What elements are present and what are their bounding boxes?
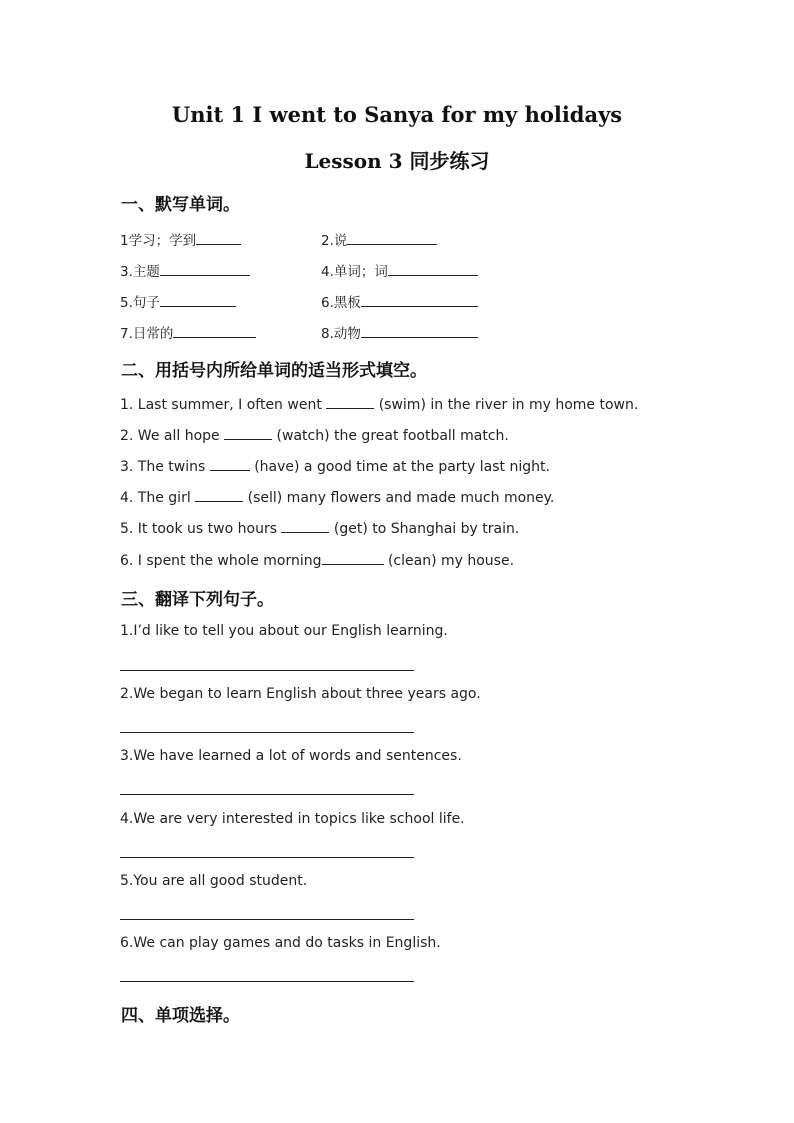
answer-line-1[interactable]	[120, 670, 414, 671]
vocab-item-6: 6.黑板	[321, 291, 478, 311]
section1-heading: 一、默写单词。	[121, 195, 240, 215]
answer-line-2[interactable]	[120, 732, 414, 733]
answer-line-3[interactable]	[120, 794, 414, 795]
fill-item-1: 1. Last summer, I often went (swim) in the river in my home town.	[120, 397, 639, 413]
fill-item-5: 5. It took us two hours (get) to Shanghai by train.	[120, 521, 520, 537]
section2-heading: 二、用括号内所给单词的适当形式填空。	[121, 361, 427, 381]
translate-item-6: 6.We can play games and do tasks in English.	[120, 935, 441, 951]
answer-line-4[interactable]	[120, 857, 414, 858]
vocab-item-4: 4.单词；词	[321, 260, 478, 280]
vocab-item-7: 7.日常的	[120, 322, 256, 342]
answer-line-6[interactable]	[120, 981, 414, 982]
section3-heading: 三、翻译下列句子。	[121, 590, 274, 610]
translate-item-1: 1.I’d like to tell you about our English learning.	[120, 623, 448, 639]
fill-item-6: 6. I spent the whole morning (clean) my house.	[120, 553, 515, 569]
translate-item-5: 5.You are all good student.	[120, 873, 308, 889]
translate-item-2: 2.We began to learn English about three years ago.	[120, 686, 481, 702]
translate-item-4: 4.We are very interested in topics like school life.	[120, 811, 465, 827]
page-subtitle: Lesson 3 同步练习	[304, 149, 490, 173]
vocab-item-1: 1学习；学到	[120, 229, 241, 249]
page-title: Unit 1 I went to Sanya for my holidays	[171, 102, 623, 127]
fill-item-3: 3. The twins (have) a good time at the party last night.	[120, 459, 550, 475]
vocab-item-3: 3.主题	[120, 260, 250, 280]
vocab-item-2: 2.说	[321, 229, 437, 249]
section4-heading: 四、单项选择。	[121, 1006, 240, 1026]
answer-line-5[interactable]	[120, 919, 414, 920]
translate-item-3: 3.We have learned a lot of words and sentences.	[120, 748, 462, 764]
vocab-item-8: 8.动物	[321, 322, 478, 342]
fill-item-2: 2. We all hope (watch) the great football match.	[120, 428, 509, 444]
vocab-item-5: 5.句子	[120, 291, 236, 311]
fill-item-4: 4. The girl (sell) many flowers and made much money.	[120, 490, 555, 506]
